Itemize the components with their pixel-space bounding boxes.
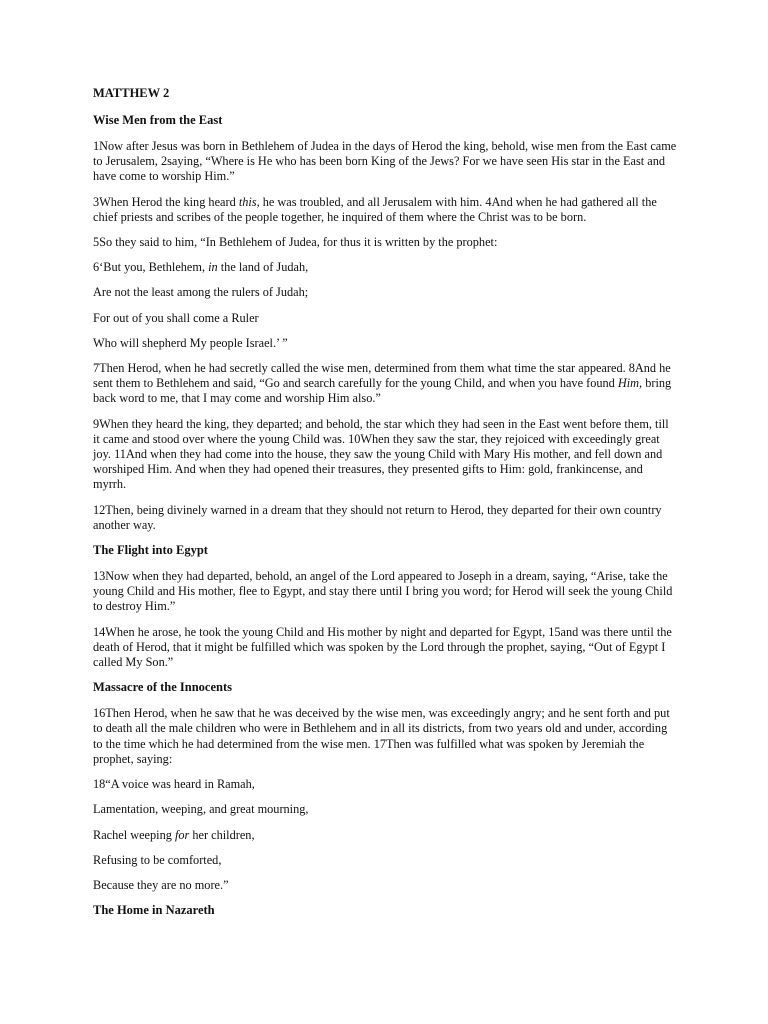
text-run: bring back word to me, that I may come and worship Him also.” xyxy=(93,376,672,406)
text-run: 6‘But you, Bethlehem, xyxy=(93,260,209,275)
verse-line xyxy=(93,802,678,817)
text-run: her children, xyxy=(189,827,255,842)
section-heading: The Flight into Egypt xyxy=(93,543,208,558)
italic-text: Him, xyxy=(617,376,643,391)
text-run: 18“A voice was heard in Ramah, xyxy=(93,777,255,792)
section-heading: Wise Men from the East xyxy=(93,113,223,127)
text-run: Who will shepherd My people Israel.’ ” xyxy=(93,335,288,350)
verse-line xyxy=(93,878,678,893)
text-run: Refusing to be comforted, xyxy=(93,852,222,867)
paragraph xyxy=(93,417,678,493)
text-run: Rachel weeping xyxy=(93,827,175,842)
italic-text: in xyxy=(208,260,218,275)
italic-text: this, xyxy=(238,194,260,209)
text-run: the land of Judah, xyxy=(217,260,309,275)
paragraph xyxy=(93,195,678,225)
verse-line xyxy=(93,828,678,843)
section-heading: Massacre of the Innocents xyxy=(93,680,232,695)
text-run: 3When Herod the king heard xyxy=(93,194,239,209)
text-run: For out of you shall come a Ruler xyxy=(93,310,259,325)
text-run: 14When he arose, he took the young Child and His mother by night and departed for Egypt, 15and was there until the death of Herod, that it might be fulfilled which was spoken by the Lord through the prophet, saying, “Out of Egypt I called My Son.” xyxy=(93,624,672,670)
paragraph xyxy=(93,361,678,407)
document-body xyxy=(93,113,678,918)
text-run: Because they are no more.” xyxy=(93,877,229,892)
section-heading: The Home in Nazareth xyxy=(93,903,215,918)
text-run: Lamentation, weeping, and great mourning, xyxy=(93,802,309,817)
paragraph xyxy=(93,235,678,250)
paragraph xyxy=(93,139,678,185)
text-run: 12Then, being divinely warned in a dream that they should not return to Herod, they departed for their own country another way. xyxy=(93,502,662,532)
paragraph xyxy=(93,706,678,767)
text-run: 13Now when they had departed, behold, an angel of the Lord appeared to Joseph in a dream, saying, “Arise, take the young Child and His mother, flee to Egypt, and stay there until I bring you word; for Herod will seek the young Child to destroy Him.” xyxy=(93,569,673,614)
text-run: 1Now after Jesus was born in Bethlehem of Judea in the days of Herod the king, behold, wise men from the East came to Jerusalem, 2saying, “Where is He who has been born King of the Jews? For we have seen His star in the East and have come to worship Him.” xyxy=(93,139,677,184)
paragraph xyxy=(93,503,678,533)
verse-line xyxy=(93,311,678,326)
paragraph xyxy=(93,625,678,671)
verse-line xyxy=(93,260,678,275)
verse-line xyxy=(93,853,678,868)
document-title: MATTHEW 2 xyxy=(93,86,170,100)
text-run: he was troubled, and all Jerusalem with him. 4And when he had gathered all the chief priests and scribes of the people together, he inquired of them where the Christ was to be born. xyxy=(93,194,657,224)
text-run: 7Then Herod, when he had secretly called the wise men, determined from them what time the star appeared. 8And he sent them to Bethlehem and said, “Go and search carefully for the young Child, and when you have found xyxy=(93,361,671,391)
text-run: 5So they said to him, “In Bethlehem of Judea, for thus it is written by the prophet: xyxy=(93,235,498,250)
italic-text: for xyxy=(174,827,190,842)
text-run: Are not the least among the rulers of Judah; xyxy=(93,285,309,300)
text-run: 16Then Herod, when he saw that he was deceived by the wise men, was exceedingly angry; and he sent forth and put to death all the male children who were in Bethlehem and in all its districts, from two years old and under, according to the time which he had determined from the wise men. 17Then was fulfilled what was spoken by Jeremiah the prophet, saying: xyxy=(93,706,670,766)
verse-line xyxy=(93,777,678,792)
paragraph xyxy=(93,569,678,615)
verse-line xyxy=(93,336,678,351)
text-run: 9When they heard the king, they departed; and behold, the star which they had seen in the East went before them, till it came and stood over where the young Child was. 10When they saw the star, they rejoiced with exceedingly great joy. 11And when they had come into the house, they saw the young Child with Mary His mother, and fell down and worshiped Him. And when they had opened their treasures, they presented gifts to Him: gold, frankincense, and myrrh. xyxy=(93,416,669,492)
verse-line xyxy=(93,285,678,300)
